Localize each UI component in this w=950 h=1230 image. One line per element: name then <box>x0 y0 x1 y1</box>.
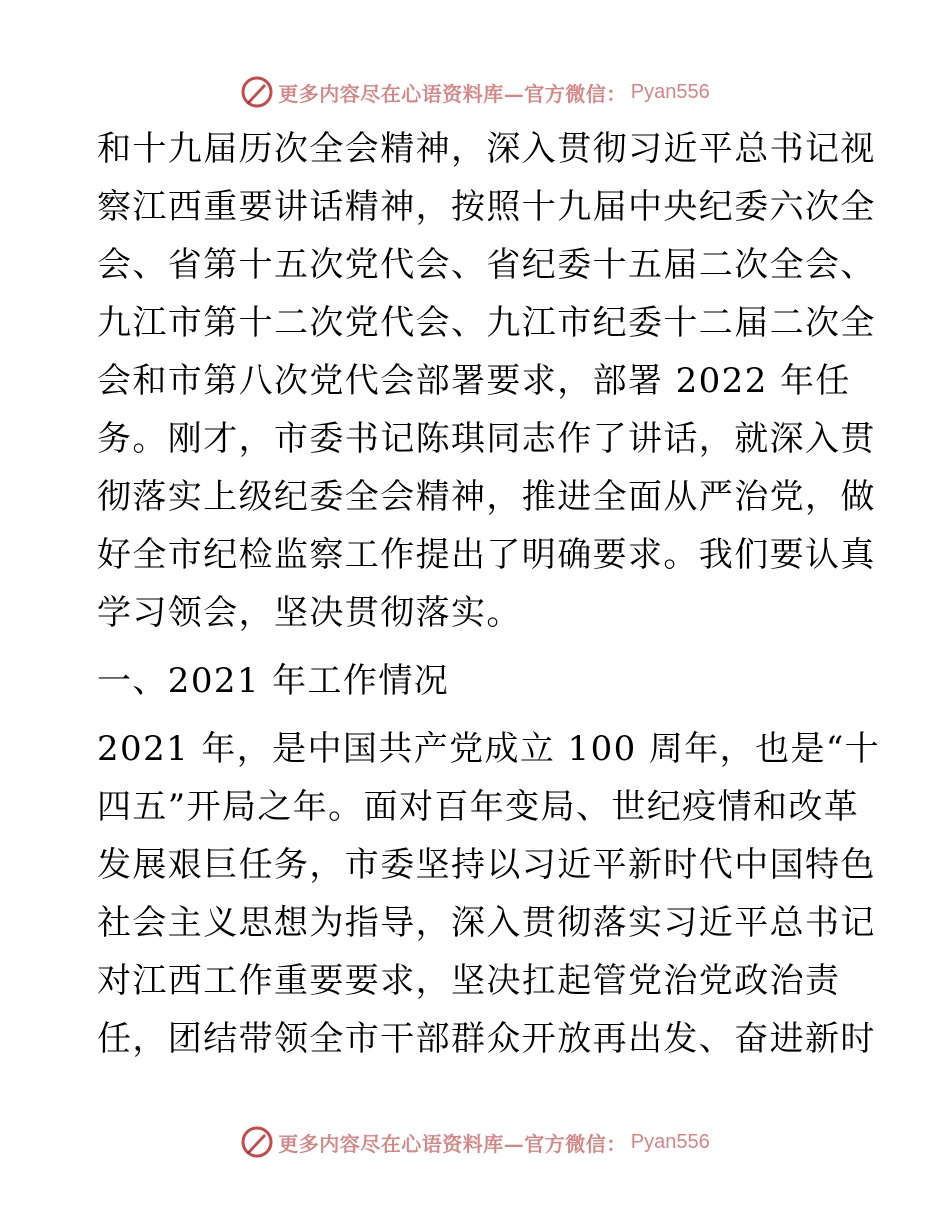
text-line: 务。刚才，市委书记陈琪同志作了讲话，就深入贯 <box>97 419 876 459</box>
text-line: 九江市第十二次党代会、九江市纪委十二届二次全 <box>97 303 876 343</box>
text-line: 2021 年，是中国共产党成立 100 周年，也是“十 <box>97 729 881 769</box>
text-line: 四五”开局之年。面对百年变局、世纪疫情和改革 <box>97 787 860 827</box>
document-body <box>97 120 881 1068</box>
quill-pen-logo-icon <box>240 75 274 109</box>
text-line: 和十九届历次全会精神，深入贯彻习近平总书记视 <box>97 129 876 169</box>
text-line: 彻落实上级纪委全会精神，推进全面从严治党，做 <box>97 477 876 517</box>
text-line: 社会主义思想为指导，深入贯彻落实习近平总书记 <box>97 903 876 943</box>
paragraph-1 <box>97 120 876 642</box>
text-line: 会和市第八次党代会部署要求，部署 2022 年任 <box>97 361 851 401</box>
text-line: 发展艰巨任务，市委坚持以习近平新时代中国特色 <box>97 845 876 885</box>
text-line: 察江西重要讲话精神，按照十九届中央纪委六次全 <box>97 187 876 227</box>
watermark-text: 更多内容尽在心语资料库—官方微信： <box>278 1131 627 1156</box>
paragraph-2 <box>97 720 881 1068</box>
watermark-wechat-id: Pyan556 <box>630 80 710 103</box>
header-watermark <box>0 72 950 112</box>
text-line: 学习领会，坚决贯彻落实。 <box>97 593 522 633</box>
footer-watermark <box>0 1122 950 1162</box>
section-heading: 一、2021 年工作情况 <box>97 661 450 701</box>
text-line: 好全市纪检监察工作提出了明确要求。我们要认真 <box>97 535 876 575</box>
text-line: 会、省第十五次党代会、省纪委十五届二次全会、 <box>97 245 876 285</box>
quill-pen-logo-icon <box>240 1125 274 1159</box>
text-line: 任，团结带领全市干部群众开放再出发、奋进新时 <box>97 1019 876 1059</box>
watermark-wechat-id: Pyan556 <box>630 1130 710 1153</box>
text-line: 对江西工作重要要求，坚决扛起管党治党政治责 <box>97 961 841 1001</box>
watermark-text: 更多内容尽在心语资料库—官方微信： <box>278 81 627 106</box>
